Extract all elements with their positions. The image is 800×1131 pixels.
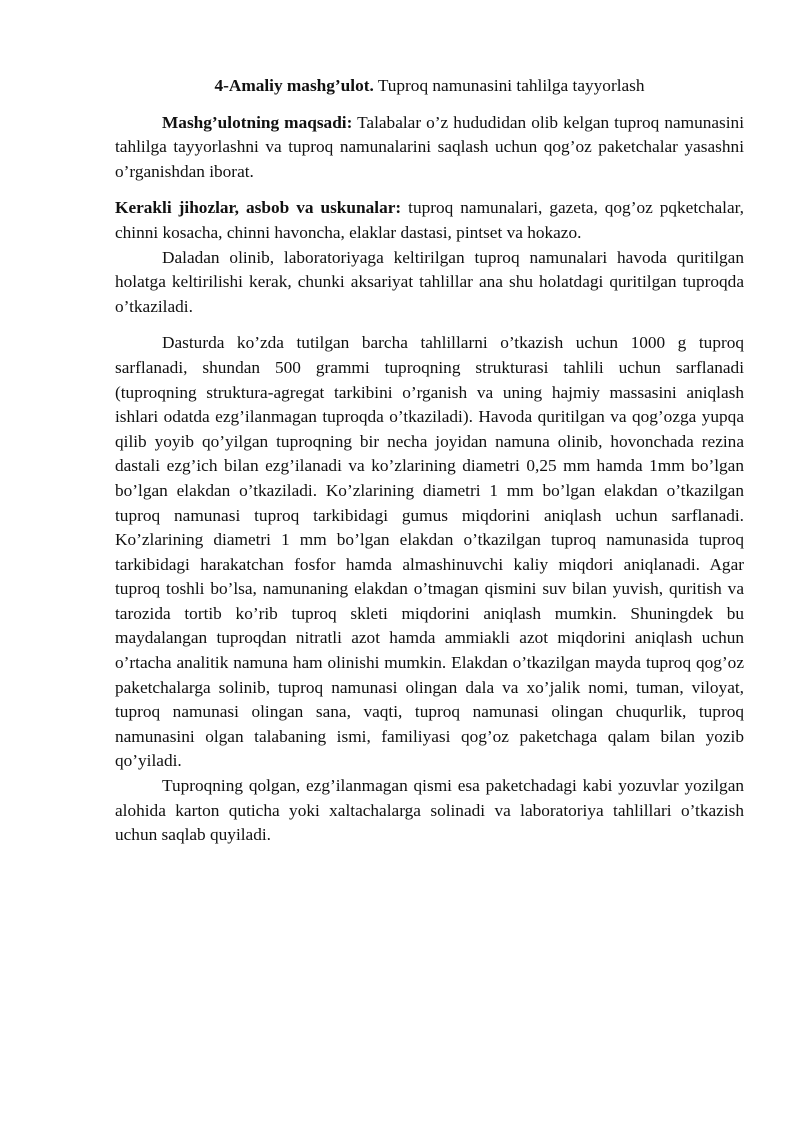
equipment-label: Kerakli jihozlar, asbob va uskunalar: xyxy=(115,198,402,218)
goal-text: Talabalar o’z hududidan olib kelgan tuproq namunasini tahlilga tayyorlashni va tuproq namunalarini saqlash uchun qog’oz paketchalar yasashni o’rganishdan iborat. xyxy=(115,112,744,181)
equipment-text: tuproq namunalari, gazeta, qog’oz pqketchalar, chinni kosacha, chinni havoncha, elaklar dastasi, pintset va hokazo. xyxy=(115,198,744,242)
title-bold: 4-Amaliy mashg’ulot. xyxy=(214,76,374,95)
body-paragraph-drying: Daladan olinib, laboratoriyaga keltirilgan tuproq namunalari havoda quritilgan holatga keltirilishi kerak, chunki aksariyat tahlillar ana shu holatdagi quritilgan tuproqda o’tkaziladi. xyxy=(115,247,744,316)
page-title xyxy=(115,74,744,99)
equipment-paragraph xyxy=(115,196,744,245)
title-rest: Tuproq namunasini tahlilga tayyorlash xyxy=(373,76,645,95)
goal-paragraph xyxy=(115,111,744,185)
body-paragraph-storage: Tuproqning qolgan, ezg’ilanmagan qismi esa paketchadagi kabi yozuvlar yozilgan alohida karton quticha yoki xaltachalarga solinadi va laboratoriya tahlillari o’tkazish uchun saqlab quyiladi. xyxy=(115,776,744,845)
body-paragraph-procedure: Dasturda ko’zda tutilgan barcha tahlillarni o’tkazish uchun 1000 g tuproq sarflanadi, shundan 500 grammi tuproqning strukturasi tahlili uchun sarflanadi (tuproqning struktura-agregat tarkibini o’rganish va uning hajmiy massasini aniqlash ishlari odatda ezg’ilanmagan tuproqda o’tkaziladi). Havoda quritilgan va qog’ozga yupqa qilib yoyib qo’yilgan tuproqning bir necha joyidan namuna olinib, hovonchada rezina dastali ezg’ich bilan ezg’ilanadi va ko’zlarining diametri 0,25 mm hamda 1mm bo’lgan bo’lgan elakdan o’tkaziladi. Ko’zlarining diametri 1 mm bo’lgan elakdan o’tkazilgan tuproq namunasi tuproq tarkibidagi gumus miqdorini aniqlash uchun sarflanadi. Ko’zlarining diametri 1 mm bo’lgan elakdan o’tkazilgan tuproq namunasida tuproq tarkibidagi harakatchan fosfor hamda almashinuvchi kaliy miqdori aniqlanadi. Agar tuproq toshli bo’lsa, namunaning elakdan o’tmagan qismini suv bilan yuvish, quritish va tarozida tortib ko’rib tuproq skleti miqdorini aniqlash mumkin. Shuningdek bu maydalangan tuproqdan nitratli azot hamda ammiakli azot miqdorini aniqlash uchun o’rtacha analitik namuna ham olinishi mumkin. Elakdan o’tkazilgan mayda tuproq qog’oz paketchalarga solinib, tuproq namunasi olingan dala va xo’jalik nomi, tuman, viloyat, tuproq namunasi olingan sana, vaqti, tuproq namunasi olingan chuqurlik, tuproq namunasini olgan talabaning ismi, familiyasi qog’oz paketchaga qalam bilan yozib qo’yiladi. xyxy=(115,333,744,771)
goal-label: Mashg’ulotning maqsadi: xyxy=(162,112,353,132)
